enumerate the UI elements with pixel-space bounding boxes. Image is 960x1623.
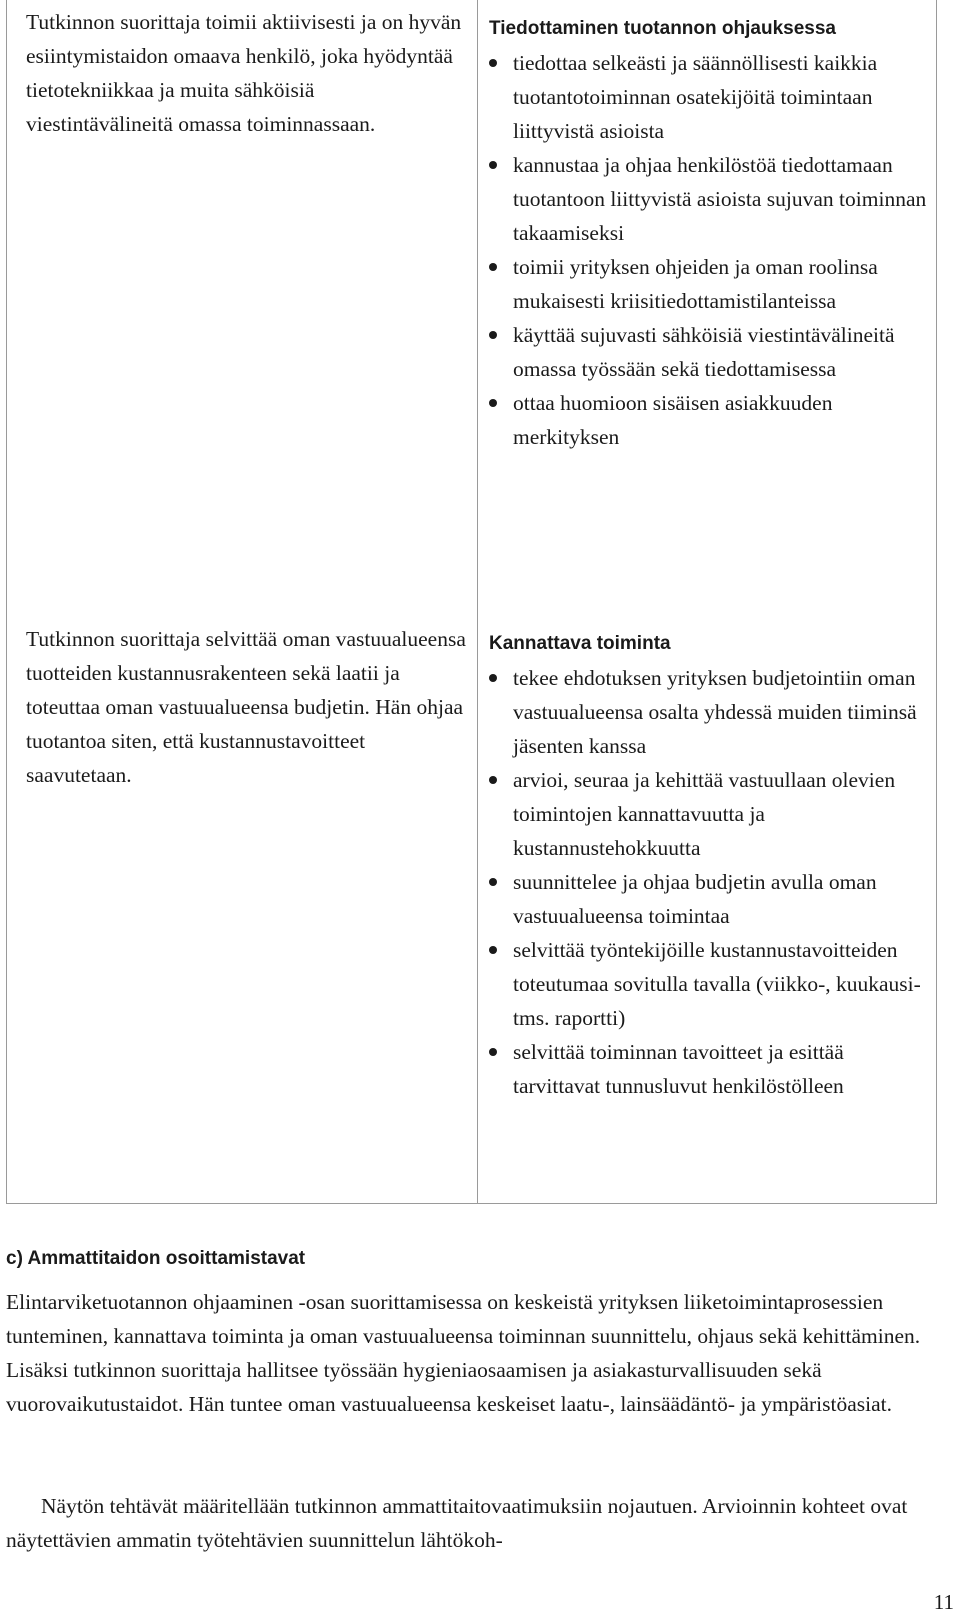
list-item: toimii yrityksen ohjeiden ja oman roolinsa mukaisesti kriisitiedottamistilanteissa xyxy=(489,250,929,318)
communication-heading: Tiedottaminen tuotannon ohjauksessa xyxy=(489,18,836,39)
list-item: tiedottaa selkeästi ja säännöllisesti kaikkia tuotantotoiminnan osatekijöitä toimintaan liittyvistä asioista xyxy=(489,46,929,148)
list-item: selvittää työntekijöille kustannustavoitteiden toteutumaa sovitulla tavalla (viikko-, kuukausi- tms. raportti) xyxy=(489,933,929,1035)
bullet-icon xyxy=(489,946,497,954)
section-heading: c) Ammattitaidon osoittamistavat xyxy=(6,1248,306,1269)
list-item: kannustaa ja ohjaa henkilöstöä tiedottamaan tuotantoon liittyvistä asioista sujuvan toiminnan takaamiseksi xyxy=(489,148,929,250)
column-divider xyxy=(477,0,478,1203)
left-cell-budget-text: Tutkinnon suorittaja selvittää oman vastuualueensa tuotteiden kustannusrakenteen sekä laatii ja toteuttaa oman vastuualueensa budjetin. Hän ohjaa tuotantoa siten, että kustannustavoitteet saavutetaan. xyxy=(26,627,466,787)
page-number: 11 xyxy=(933,1590,954,1614)
list-item: käyttää sujuvasti sähköisiä viestintävälineitä omassa työssään sekä tiedottamisessa xyxy=(489,318,929,386)
right-cell-communication xyxy=(489,12,929,454)
list-item: arvioi, seuraa ja kehittää vastuullaan olevien toimintojen kannattavuutta ja kustannustehokkuutta xyxy=(489,763,929,865)
bullet-icon xyxy=(489,399,497,407)
profitability-list xyxy=(489,661,929,1103)
left-cell-communication-text: Tutkinnon suorittaja toimii aktiivisesti ja on hyvän esiintymistaidon omaava henkilö, joka hyödyntää tietotekniikkaa ja muita sähköisiä viestintävälineitä omassa toiminnassaan. xyxy=(26,10,462,136)
list-item: tekee ehdotuksen yrityksen budjetointiin oman vastuualueensa osalta yhdessä muiden tiiminsä jäsenten kanssa xyxy=(489,661,929,763)
right-cell-profitability xyxy=(489,627,929,1103)
bullet-icon xyxy=(489,161,497,169)
bullet-icon xyxy=(489,263,497,271)
communication-list xyxy=(489,46,929,454)
bullet-icon xyxy=(489,331,497,339)
bullet-icon xyxy=(489,878,497,886)
list-item: suunnittelee ja ohjaa budjetin avulla oman vastuualueensa toimintaa xyxy=(489,865,929,933)
list-item: selvittää toiminnan tavoitteet ja esittää tarvittavat tunnusluvut henkilöstölleen xyxy=(489,1035,929,1103)
list-item: ottaa huomioon sisäisen asiakkuuden merkityksen xyxy=(489,386,929,454)
bullet-icon xyxy=(489,59,497,67)
bullet-icon xyxy=(489,674,497,682)
bullet-icon xyxy=(489,776,497,784)
body-paragraph: Näytön tehtävät määritellään tutkinnon ammattitaitovaatimuksiin nojautuen. Arvioinnin kohteet ovat näytettävien ammatin työtehtävien suunnittelun lähtökoh- xyxy=(6,1494,908,1552)
bullet-icon xyxy=(489,1048,497,1056)
body-paragraph: Elintarviketuotannon ohjaaminen -osan suorittamisessa on keskeistä yrityksen liiketoimintaprosessien tunteminen, kannattava toiminta ja oman vastuualueensa toiminnan suunnittelu, ohjaus sekä kehittäminen. Lisäksi tutkinnon suorittaja hallitsee työssään hygieniaosaamisen ja asiakasturvallisuuden sekä vuorovaikutustaidot. Hän tuntee oman vastuualueensa keskeiset laatu-, lainsäädäntö- ja ympäristöasiat. xyxy=(6,1290,921,1416)
profitability-heading: Kannattava toiminta xyxy=(489,633,671,654)
